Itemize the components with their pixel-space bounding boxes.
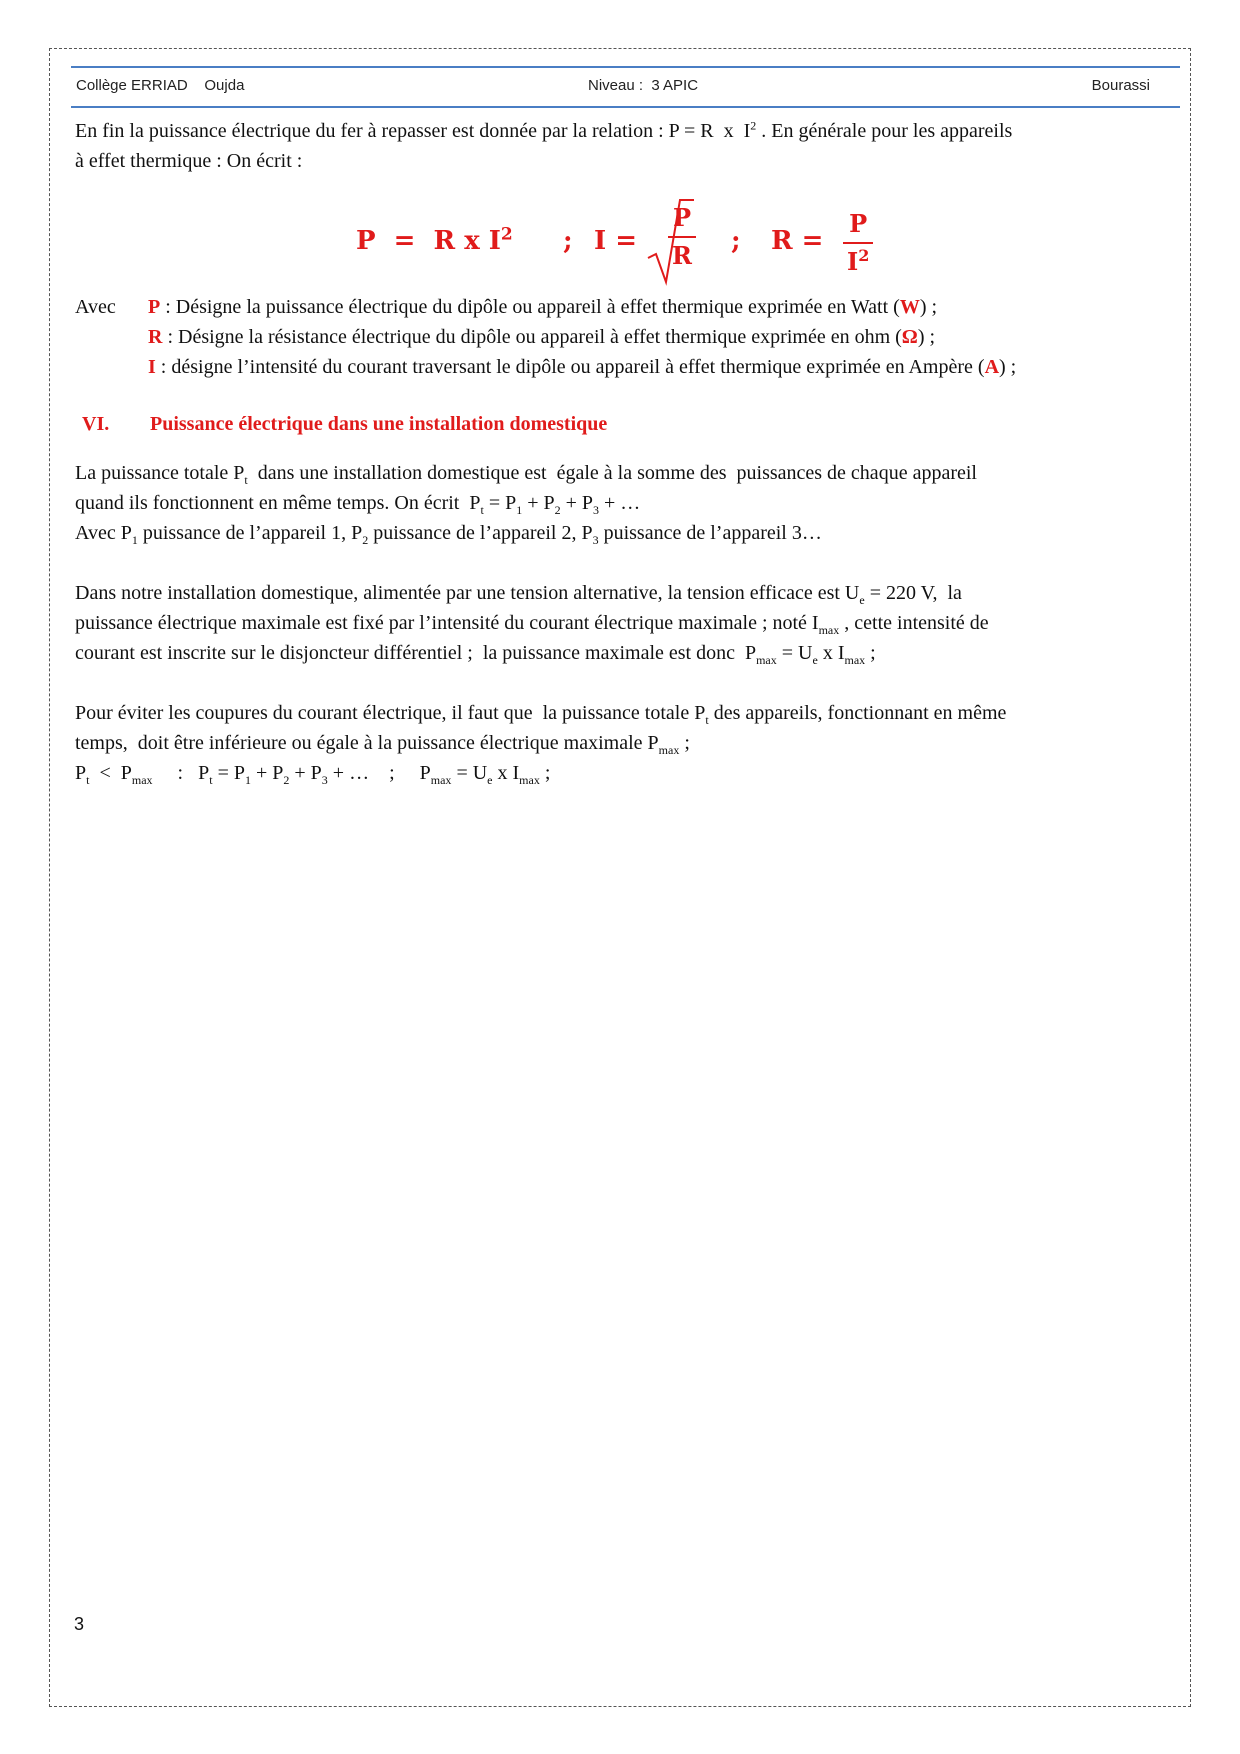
sub: t <box>244 473 248 487</box>
section-number: VI. <box>82 413 110 435</box>
sub: max <box>131 773 153 787</box>
text: x I <box>817 642 845 664</box>
text: + P <box>250 762 284 784</box>
para3-line-3 <box>75 758 1165 788</box>
definition-row <box>75 292 1175 322</box>
sub: max <box>756 653 777 667</box>
fraction-numerator: P <box>672 203 691 232</box>
definition-row <box>75 352 1175 382</box>
text: + P <box>522 492 555 514</box>
para1-line-2 <box>75 488 1165 518</box>
text: + … <box>599 492 641 514</box>
text: = P <box>212 762 245 784</box>
text: + P <box>560 492 594 514</box>
sub: t <box>209 773 213 787</box>
formula-block <box>0 196 1240 286</box>
intro-line-1 <box>75 116 1165 146</box>
definitions-list <box>75 292 1175 382</box>
sub: t <box>86 773 90 787</box>
header-author: Bourassi <box>1091 77 1150 94</box>
text: = P <box>483 492 517 514</box>
text: ; <box>539 762 551 784</box>
sub: t <box>705 713 709 727</box>
sub: max <box>658 743 680 757</box>
fraction-denominator <box>843 242 873 280</box>
sub: t <box>480 503 484 517</box>
definition-r: : Désigne la résistance électrique du dipôle ou appareil à effet thermique exprimée en ohm ( <box>162 326 902 348</box>
text: Avec P <box>75 522 132 544</box>
formula-power-text: P = R x I <box>356 226 501 256</box>
sub: max <box>844 653 866 667</box>
text: ; <box>679 732 690 754</box>
fraction-p-over-i2 <box>843 206 873 280</box>
intro-line-2: à effet thermique : On écrit : <box>75 150 303 172</box>
intro-text-b: . En générale pour les appareils <box>756 120 1013 142</box>
text: puissance de l’appareil 1, P <box>137 522 363 544</box>
text: La puissance totale P <box>75 462 245 484</box>
text: = 220 V, la <box>864 582 962 604</box>
sub: max <box>519 773 540 787</box>
den-base: I <box>847 247 859 276</box>
text: x I <box>492 762 520 784</box>
definition-end: ) ; <box>999 356 1017 378</box>
definition-text <box>148 352 1016 382</box>
text: des appareils, fonctionnant en même <box>708 702 1007 724</box>
text: temps, doit être inférieure ou égale à la puissance électrique maximale P <box>75 732 659 754</box>
para2-line-2 <box>75 608 1165 638</box>
header-level: Niveau : 3 APIC <box>588 77 699 94</box>
para3-line-2 <box>75 728 1165 758</box>
text: quand ils fonctionnent en même temps. On écrit P <box>75 492 481 514</box>
paragraph-total-power <box>75 458 1165 548</box>
para2-line-1 <box>75 578 1165 608</box>
text: puissance de l’appareil 2, P <box>368 522 593 544</box>
sub: 3 <box>593 503 600 517</box>
text: = U <box>451 762 488 784</box>
text: + P <box>289 762 322 784</box>
unit-a: A <box>984 356 1000 378</box>
para1-line-1 <box>75 458 1165 488</box>
sub: 1 <box>516 503 523 517</box>
den-sup: 2 <box>858 246 870 265</box>
sub: 2 <box>283 773 290 787</box>
header-school: Collège ERRIAD Oujda <box>76 77 245 94</box>
sub: 2 <box>554 503 561 517</box>
text: < P <box>89 762 132 784</box>
formula-power-sup: 2 <box>500 224 513 245</box>
unit-w: W <box>899 296 920 318</box>
formula-separator-2: ; <box>731 226 741 256</box>
sub: e <box>487 773 493 787</box>
text: puissance électrique maximale est fixé par l’intensité du courant électrique maximale ; noté I <box>75 612 819 634</box>
sub: 1 <box>244 773 251 787</box>
unit-ohm: Ω <box>901 326 918 348</box>
formula-power <box>356 226 513 256</box>
intro-text-a: En fin la puissance électrique du fer à repasser est donnée par la relation : P = R x I <box>75 120 751 142</box>
text: courant est inscrite sur le disjoncteur différentiel ; la puissance maximale est donc P <box>75 642 757 664</box>
text: + … ; P <box>327 762 431 784</box>
sub: 3 <box>321 773 328 787</box>
page-number: 3 <box>74 1614 85 1634</box>
symbol-i: I <box>148 356 156 378</box>
fraction-numerator: P <box>849 209 868 238</box>
definition-end: ) ; <box>917 326 936 348</box>
text: = U <box>776 642 813 664</box>
section-title: Puissance électrique dans une installation domestique <box>150 413 608 435</box>
paragraph-condition <box>75 698 1165 788</box>
text: dans une installation domestique est égale à la somme des puissances de chaque appareil <box>247 462 977 484</box>
text: P <box>75 762 87 784</box>
formula-intensity-label: I = <box>594 226 637 256</box>
formula-resistance-label: R = <box>771 226 824 256</box>
sub: e <box>859 593 865 607</box>
para2-line-3 <box>75 638 1165 668</box>
definition-end: ) ; <box>919 296 938 318</box>
definition-row <box>75 322 1175 352</box>
fraction-p-over-r <box>668 200 696 274</box>
definition-text <box>148 322 935 352</box>
formula-separator-1: ; <box>563 226 573 256</box>
definition-text <box>148 292 937 322</box>
sub: 2 <box>362 533 369 547</box>
para1-line-3 <box>75 518 1165 548</box>
text: puissance de l’appareil 3… <box>598 522 822 544</box>
definition-i: : désigne l’intensité du courant traversant le dipôle ou appareil à effet thermique exprimée en Ampère ( <box>155 356 985 378</box>
fraction-denominator: R <box>668 236 696 274</box>
sub: e <box>812 653 818 667</box>
text: , cette intensité de <box>839 612 989 634</box>
avec-label: Avec <box>75 296 116 318</box>
intro-sup: 2 <box>750 118 757 133</box>
symbol-p: P <box>148 296 161 318</box>
intro-paragraph <box>75 116 1165 176</box>
sub: 1 <box>131 533 138 547</box>
sub: max <box>818 623 840 637</box>
text: Dans notre installation domestique, alimentée par une tension alternative, la tension efficace est U <box>75 582 860 604</box>
definition-p: : Désigne la puissance électrique du dipôle ou appareil à effet thermique exprimée en Watt ( <box>160 296 900 318</box>
page-header <box>71 66 1180 108</box>
text: : P <box>152 762 210 784</box>
text: Pour éviter les coupures du courant électrique, il faut que la puissance totale P <box>75 702 706 724</box>
text: ; <box>865 642 876 664</box>
paragraph-max-power <box>75 578 1165 668</box>
para3-line-1 <box>75 698 1165 728</box>
sub: max <box>430 773 452 787</box>
symbol-r: R <box>148 326 163 348</box>
sub: 3 <box>592 533 599 547</box>
